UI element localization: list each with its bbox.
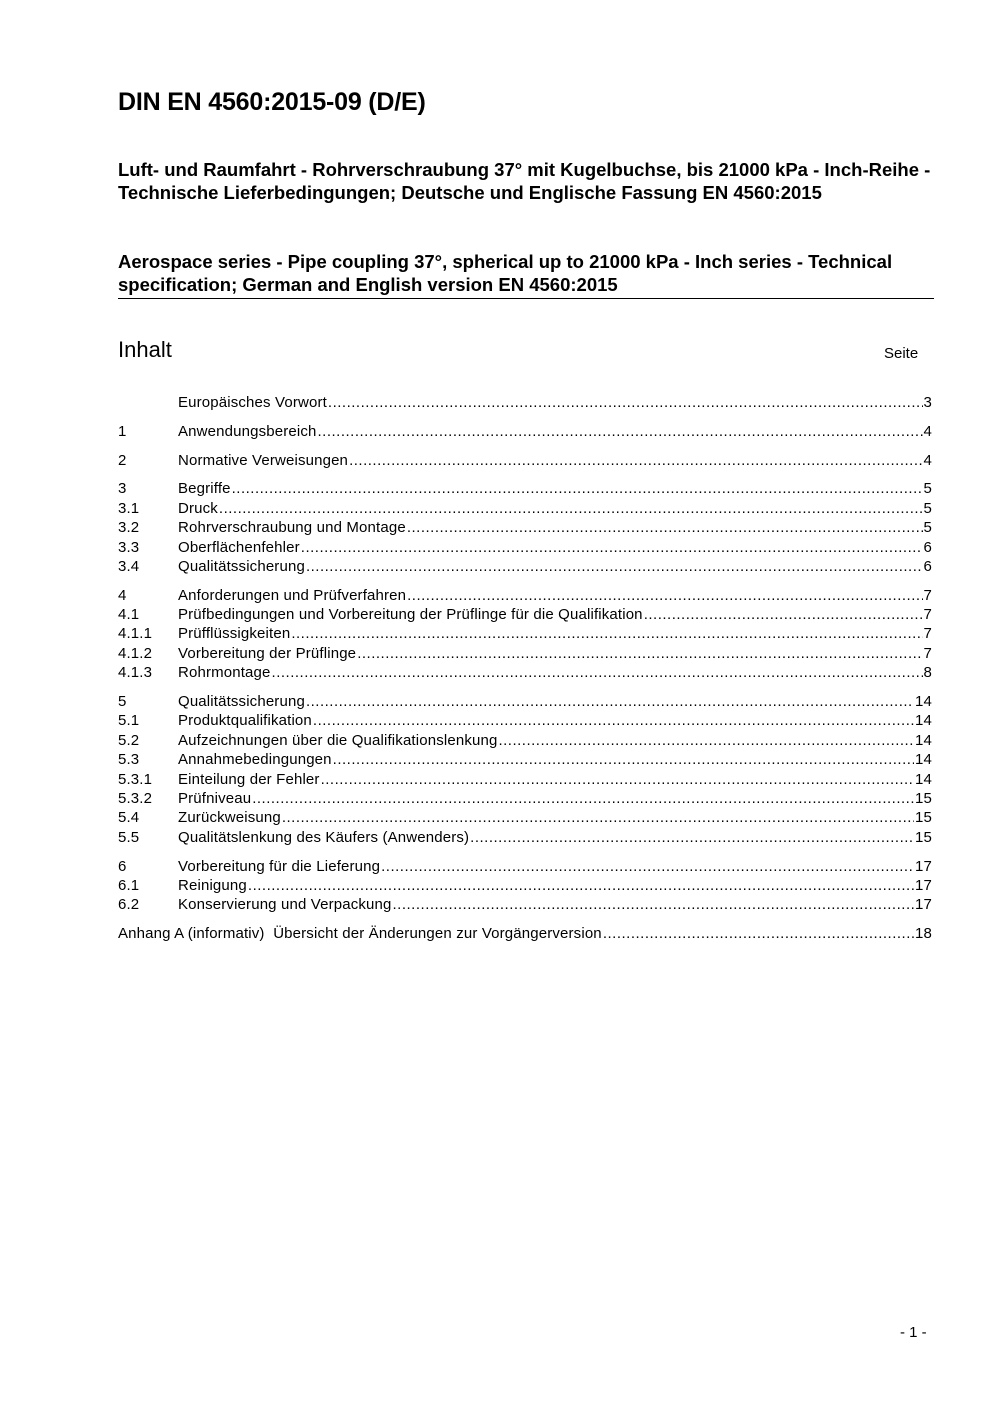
toc-entry-title: Qualitätssicherung xyxy=(178,693,305,711)
dot-leader xyxy=(381,857,914,876)
toc-entry-title: Produktqualifikation xyxy=(178,712,312,730)
dot-leader xyxy=(301,538,923,557)
toc-entry-number: 5.1 xyxy=(118,712,140,730)
toc-entry-page: 17 xyxy=(915,876,932,894)
toc-entry-title: Annahmebedingungen xyxy=(178,751,332,769)
dot-leader xyxy=(232,479,923,498)
toc-entry-number: 5.3.2 xyxy=(118,789,153,807)
toc-entry[interactable] xyxy=(118,750,932,769)
toc-entry[interactable] xyxy=(118,479,932,498)
dot-leader xyxy=(272,663,923,682)
dot-leader xyxy=(306,557,923,576)
toc-entry-title: Druck xyxy=(178,499,218,517)
toc-entry[interactable] xyxy=(118,857,932,876)
toc-entry-title: Europäisches Vorwort xyxy=(178,394,327,411)
toc-entry-page: 15 xyxy=(915,809,932,827)
toc-heading: Inhalt xyxy=(118,337,172,362)
toc-entry-page: 6 xyxy=(923,557,932,575)
toc-entry-page: 15 xyxy=(915,789,932,807)
toc-entry[interactable] xyxy=(118,518,932,537)
toc-entry[interactable] xyxy=(118,393,932,412)
toc-entry-number: 3 xyxy=(118,480,127,498)
dot-leader xyxy=(333,750,914,769)
toc-entry-page: 7 xyxy=(923,644,932,662)
dot-leader xyxy=(644,605,923,624)
toc-entry-number: 5 xyxy=(118,693,127,711)
toc-entry-page: 18 xyxy=(915,925,932,943)
toc-entry-title: Rohrmontage xyxy=(178,664,271,682)
dot-leader xyxy=(357,644,922,663)
toc-entry-number: 4 xyxy=(118,586,127,604)
toc-entry-title: Anforderungen und Prüfverfahren xyxy=(178,586,407,604)
dot-leader xyxy=(306,692,914,711)
toc-entry[interactable] xyxy=(118,692,932,711)
toc-entry[interactable] xyxy=(118,538,932,557)
toc-entry[interactable] xyxy=(118,605,932,624)
toc-entry[interactable] xyxy=(118,663,932,682)
toc-entry-title: Normative Verweisungen xyxy=(178,451,349,469)
dot-leader xyxy=(313,711,914,730)
toc-entry[interactable] xyxy=(118,731,932,750)
toc-entry-title: Reinigung xyxy=(178,876,247,894)
dot-leader xyxy=(470,828,914,847)
toc-entry[interactable] xyxy=(118,557,932,576)
toc-entry[interactable] xyxy=(118,808,932,827)
toc-entry-page: 4 xyxy=(923,451,932,469)
toc-entry-page: 14 xyxy=(915,693,932,711)
toc-entry[interactable] xyxy=(118,924,932,943)
document-id: DIN EN 4560:2015-09 (D/E) xyxy=(118,88,426,116)
toc-entry-number: 6 xyxy=(118,857,127,875)
toc-entry-page: 14 xyxy=(915,731,932,749)
dot-leader xyxy=(407,518,923,537)
toc-entry-title: Oberflächenfehler xyxy=(178,538,300,556)
toc-entry-page: 14 xyxy=(915,712,932,730)
toc-entry-number: 2 xyxy=(118,451,127,469)
dot-leader xyxy=(317,422,922,441)
toc-entry-page: 3 xyxy=(923,394,932,411)
title-divider xyxy=(118,298,934,299)
toc-entry-page: 17 xyxy=(915,857,932,875)
toc-page-column-label: Seite xyxy=(884,345,919,362)
toc-entry-page: 4 xyxy=(923,422,932,440)
toc-entry-number: 3.1 xyxy=(118,499,140,517)
toc-entry[interactable] xyxy=(118,624,932,643)
toc-entry[interactable] xyxy=(118,876,932,895)
toc-entry-title: Vorbereitung für die Lieferung xyxy=(178,857,381,875)
toc-entry-number: 4.1.1 xyxy=(118,625,153,643)
toc-entry-page: 17 xyxy=(915,896,932,914)
toc-entry-page: 6 xyxy=(923,538,932,556)
dot-leader xyxy=(349,451,922,470)
toc-entry-page: 7 xyxy=(923,625,932,643)
toc-entry-page: 5 xyxy=(923,480,932,498)
title-english: Aerospace series - Pipe coupling 37°, spherical up to 21000 kPa - Inch series - Technical specification; German and English version EN 4560:2015 xyxy=(118,251,893,295)
toc-entry-title: Prüfbedingungen und Vorbereitung der Prüflinge für die Qualifikation xyxy=(178,606,643,624)
toc-entry-number: 3.4 xyxy=(118,557,140,575)
toc-entry-page: 8 xyxy=(923,664,932,682)
dot-leader xyxy=(498,731,914,750)
toc-entry-page: 14 xyxy=(915,770,932,788)
dot-leader xyxy=(603,924,914,943)
dot-leader xyxy=(393,895,914,914)
toc-entry-title: Anhang A (informativ) Übersicht der Änderungen zur Vorgängerversion xyxy=(118,925,602,943)
title-german: Luft- und Raumfahrt - Rohrverschraubung 37° mit Kugelbuchse, bis 21000 kPa - Inch-Reihe - Technische Lieferbedingungen; Deutsche und Englische Fassung EN 4560:2015 xyxy=(118,159,931,203)
toc-entry-number: 1 xyxy=(118,422,127,440)
toc-entry-number: 6.1 xyxy=(118,876,140,894)
toc-entry-number: 5.3.1 xyxy=(118,770,153,788)
toc-entry-number: 5.5 xyxy=(118,828,140,846)
toc-entry-title: Einteilung der Fehler xyxy=(178,770,320,788)
toc-entry[interactable] xyxy=(118,895,932,914)
toc-entry[interactable] xyxy=(118,711,932,730)
toc-entry-page: 7 xyxy=(923,586,932,604)
toc-entry-title: Anwendungsbereich xyxy=(178,422,317,440)
toc-entry[interactable] xyxy=(118,828,932,847)
dot-leader xyxy=(219,499,923,518)
toc-entry-number: 4.1.3 xyxy=(118,664,153,682)
toc-entry-number: 3.3 xyxy=(118,538,140,556)
toc-entry-title: Prüfflüssigkeiten xyxy=(178,625,291,643)
toc-entry[interactable] xyxy=(118,586,932,605)
toc-entry-title: Aufzeichnungen über die Qualifikationslenkung xyxy=(178,731,498,749)
toc-entry-page: 15 xyxy=(915,828,932,846)
toc-entry-title: Rohrverschraubung und Montage xyxy=(178,519,406,537)
toc-entry-number: 6.2 xyxy=(118,896,140,914)
toc-entry-title: Begriffe xyxy=(178,480,231,498)
table-of-contents xyxy=(118,393,932,944)
dot-leader xyxy=(291,624,922,643)
page-number: - 1 - xyxy=(900,1324,927,1341)
toc-entry[interactable] xyxy=(118,644,932,663)
toc-entry-page: 5 xyxy=(923,499,932,517)
toc-entry[interactable] xyxy=(118,451,932,470)
dot-leader xyxy=(248,876,914,895)
toc-entry-number: 4.1 xyxy=(118,606,140,624)
dot-leader xyxy=(282,808,914,827)
toc-entry[interactable] xyxy=(118,499,932,518)
toc-entry-title: Prüfniveau xyxy=(178,789,252,807)
toc-entry[interactable] xyxy=(118,422,932,441)
toc-entry-title: Zurückweisung xyxy=(178,809,281,827)
toc-entry-title: Qualitätssicherung xyxy=(178,557,305,575)
toc-entry-number: 5.3 xyxy=(118,751,140,769)
toc-entry-title: Qualitätslenkung des Käufers (Anwenders) xyxy=(178,828,470,846)
toc-entry-number: 5.2 xyxy=(118,731,140,749)
toc-entry-number: 4.1.2 xyxy=(118,644,153,662)
toc-entry-title: Konservierung und Verpackung xyxy=(178,896,392,914)
dot-leader xyxy=(252,789,914,808)
dot-leader xyxy=(328,393,923,412)
toc-entry-page: 14 xyxy=(915,751,932,769)
toc-entry-number: 5.4 xyxy=(118,809,140,827)
toc-entry-number: 3.2 xyxy=(118,519,140,537)
toc-entry[interactable] xyxy=(118,770,932,789)
toc-entry-title: Vorbereitung der Prüflinge xyxy=(178,644,357,662)
toc-entry-page: 7 xyxy=(923,606,932,624)
toc-entry-page: 5 xyxy=(923,519,932,537)
dot-leader xyxy=(407,586,922,605)
toc-entry[interactable] xyxy=(118,789,932,808)
dot-leader xyxy=(321,770,914,789)
